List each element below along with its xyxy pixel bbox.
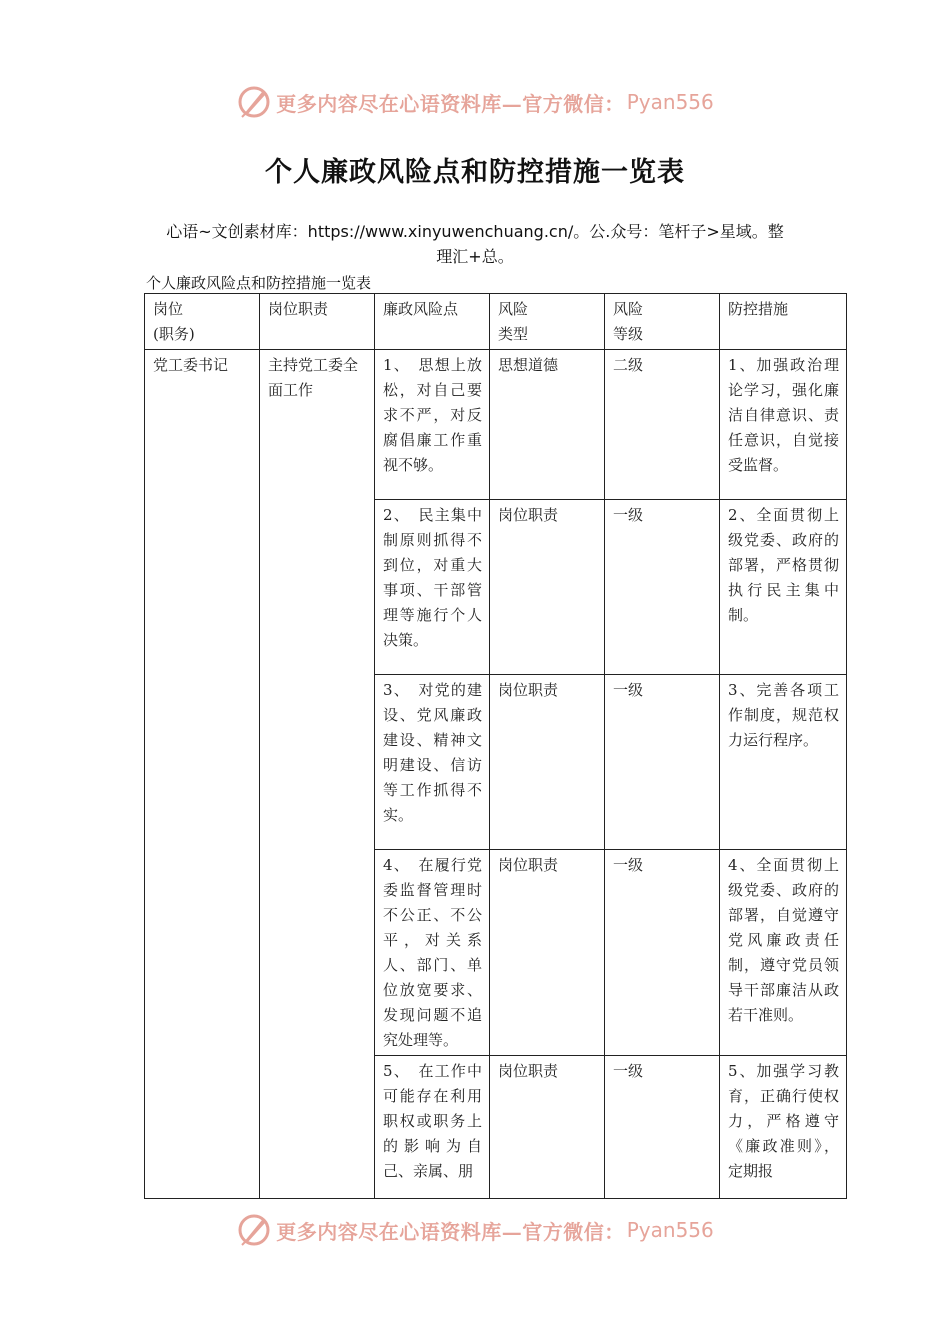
cell-risk-level: 一级: [605, 500, 720, 675]
banner-wechat-id: Pyan556: [626, 1218, 714, 1242]
header-measures: 防控措施: [720, 294, 847, 350]
banner-wechat-id: Pyan556: [626, 90, 714, 114]
cell-risk-point: 1、 思想上放松，对自己要求不严，对反腐倡廉工作重视不够。: [375, 350, 490, 500]
cell-risk-point: 2、 民主集中制原则抓得不到位，对重大事项、干部管理等施行个人决策。: [375, 500, 490, 675]
watermark-banner-top: [0, 82, 950, 122]
quill-pen-logo-icon: [236, 84, 272, 120]
header-risk-point: 廉政风险点: [375, 294, 490, 350]
cell-risk-type: 思想道德: [490, 350, 605, 500]
cell-post: 党工委书记: [145, 350, 260, 1199]
cell-risk-point: 3、 对党的建设、党风廉政建设、精神文明建设、信访等工作抓得不实。: [375, 675, 490, 850]
source-note: [140, 219, 810, 269]
cell-risk-type: 岗位职责: [490, 500, 605, 675]
cell-measure: 1、加强政治理论学习，强化廉洁自律意识、责任意识，自觉接受监督。: [720, 350, 847, 500]
cell-risk-type: 岗位职责: [490, 850, 605, 1056]
cell-risk-type: 岗位职责: [490, 675, 605, 850]
cell-measure: 2、全面贯彻上级党委、政府的部署，严格贯彻执行民主集中制。: [720, 500, 847, 675]
risk-table: [144, 293, 847, 1199]
cell-risk-level: 二级: [605, 350, 720, 500]
banner-text: 更多内容尽在心语资料库—官方微信：: [276, 91, 625, 116]
table-header-row: [145, 294, 847, 350]
header-risk-type: 风险 类型: [490, 294, 605, 350]
cell-risk-type: 岗位职责: [490, 1056, 605, 1199]
source-note-line2: 理汇+总。: [436, 247, 514, 266]
table-caption: 个人廉政风险点和防控措施一览表: [146, 274, 372, 292]
cell-risk-level: 一级: [605, 675, 720, 850]
header-risk-level: 风险 等级: [605, 294, 720, 350]
quill-pen-logo-icon: [236, 1212, 272, 1248]
cell-risk-level: 一级: [605, 1056, 720, 1199]
header-post: 岗位 (职务): [145, 294, 260, 350]
cell-measure: 4、全面贯彻上级党委、政府的部署，自觉遵守党风廉政责任制，遵守党员领导干部廉洁从政若干准则。: [720, 850, 847, 1056]
banner-text: 更多内容尽在心语资料库—官方微信：: [276, 1219, 625, 1244]
source-note-line1: 心语~文创素材库：https://www.xinyuwenchuang.cn/。公.众号：笔杆子>星域。整: [166, 222, 784, 241]
cell-risk-level: 一级: [605, 850, 720, 1056]
cell-duty: 主持党工委全面工作: [260, 350, 375, 1199]
cell-risk-point: 4、 在履行党委监督管理时不公正、不公平，对关系人、部门、单位放宽要求、发现问题不追究处理等。: [375, 850, 490, 1056]
cell-measure: 3、完善各项工作制度，规范权力运行程序。: [720, 675, 847, 850]
cell-risk-point: 5、 在工作中可能存在利用职权或职务上的影响为自己、亲属、朋: [375, 1056, 490, 1199]
watermark-banner-bottom: [0, 1210, 950, 1250]
document-title: 个人廉政风险点和防控措施一览表: [265, 157, 685, 188]
cell-measure: 5、加强学习教育，正确行使权力，严格遵守《廉政准则》，定期报: [720, 1056, 847, 1199]
header-duty: 岗位职责: [260, 294, 375, 350]
table-row: [145, 350, 847, 500]
